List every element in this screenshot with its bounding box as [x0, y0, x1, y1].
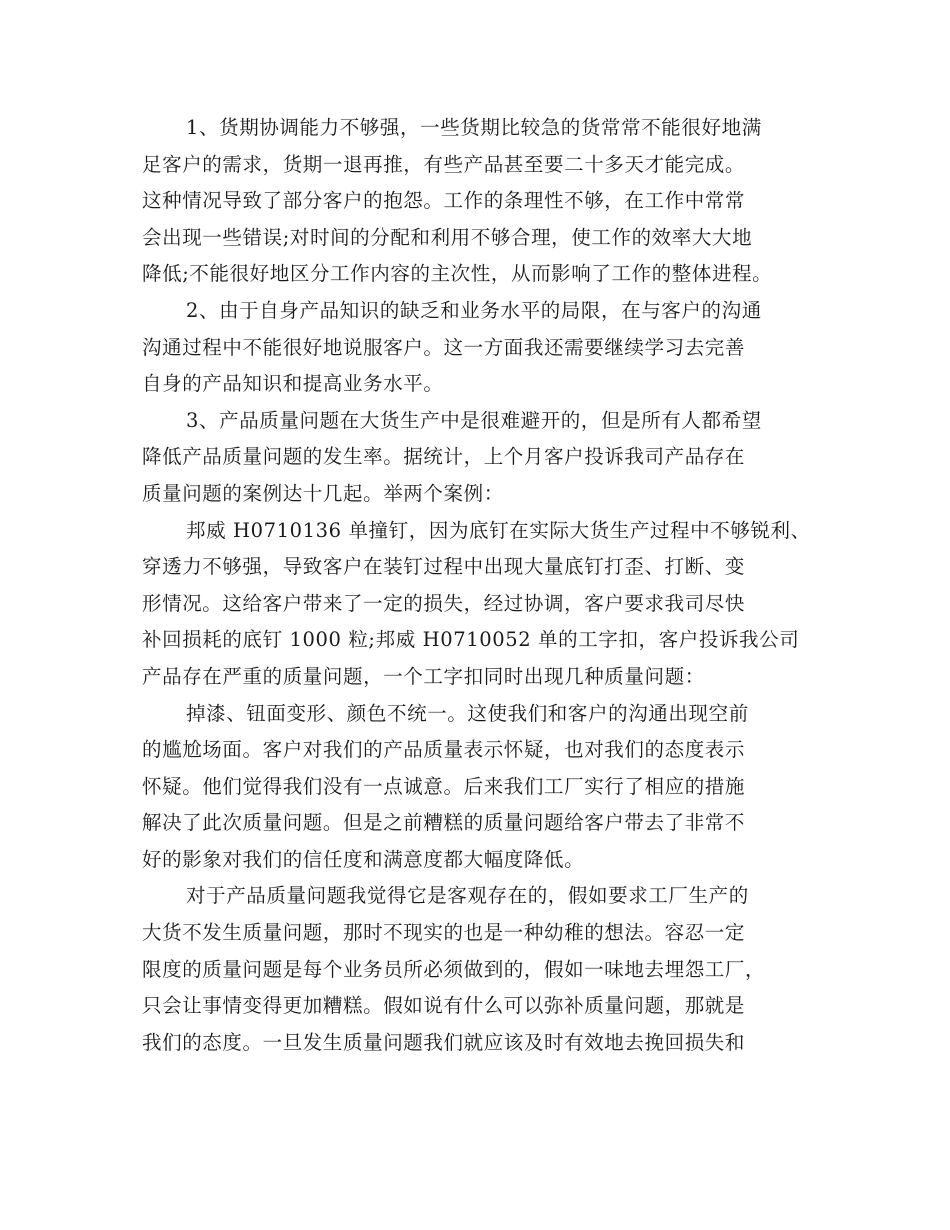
- text-line: 2、由于自身产品知识的缺乏和业务水平的局限，在与客户的沟通: [186, 298, 762, 322]
- text-line: 足客户的需求，货期一退再推，有些产品甚至要二十多天才能完成。: [142, 152, 746, 176]
- text-line: 掉漆、钮面变形、颜色不统一。这使我们和客户的沟通出现空前: [186, 701, 749, 725]
- text-line: 对于产品质量问题我觉得它是客观存在的，假如要求工厂生产的: [186, 884, 749, 908]
- text-line: 质量问题的案例达十几起。举两个案例：: [142, 481, 504, 505]
- text-line: 只会让事情变得更加糟糕。假如说有什么可以弥补质量问题，那就是: [142, 994, 746, 1018]
- text-line: 沟通过程中不能很好地说服客户。这一方面我还需要继续学习去完善: [142, 335, 746, 359]
- text-line: 补回损耗的底钉 1000 粒;邦威 H0710052 单的工字扣，客户投诉我公司: [142, 628, 800, 652]
- text-line: 降低产品质量问题的发生率。据统计，上个月客户投诉我司产品存在: [142, 445, 746, 469]
- text-line: 我们的态度。一旦发生质量问题我们就应该及时有效地去挽回损失和: [142, 1030, 746, 1054]
- text-line: 降低;不能很好地区分工作内容的主次性，从而影响了工作的整体进程。: [142, 262, 773, 286]
- document-body: [142, 110, 832, 1061]
- text-line: 穿透力不够强，导致客户在装钉过程中出现大量底钉打歪、打断、变: [142, 555, 746, 579]
- text-line: 3、产品质量问题在大货生产中是很难避开的，但是所有人都希望: [186, 408, 762, 432]
- text-line: 产品存在严重的质量问题，一个工字扣同时出现几种质量问题：: [142, 664, 705, 688]
- text-line: 会出现一些错误;对时间的分配和利用不够合理，使工作的效率大大地: [142, 225, 753, 249]
- text-line: 邦威 H0710136 单撞钉，因为底钉在实际大货生产过程中不够锐利、: [186, 518, 811, 542]
- text-line: 1、货期协调能力不够强，一些货期比较急的货常常不能很好地满: [186, 116, 762, 139]
- text-line: 的尴尬场面。客户对我们的产品质量表示怀疑，也对我们的态度表示: [142, 738, 746, 762]
- text-line: 自身的产品知识和提高业务水平。: [142, 372, 444, 396]
- text-line: 好的影象对我们的信任度和满意度都大幅度降低。: [142, 847, 585, 871]
- text-line: 解决了此次质量问题。但是之前糟糕的质量问题给客户带去了非常不: [142, 811, 746, 835]
- text-line: 限度的质量问题是每个业务员所必须做到的，假如一味地去埋怨工厂，: [142, 957, 766, 981]
- text-line: 大货不发生质量问题，那时不现实的也是一种幼稚的想法。容忍一定: [142, 921, 746, 945]
- text-line: 这种情况导致了部分客户的抱怨。工作的条理性不够，在工作中常常: [142, 189, 746, 213]
- text-line: 怀疑。他们觉得我们没有一点诚意。后来我们工厂实行了相应的措施: [142, 774, 746, 798]
- text-line: 形情况。这给客户带来了一定的损失，经过协调，客户要求我司尽快: [142, 591, 746, 615]
